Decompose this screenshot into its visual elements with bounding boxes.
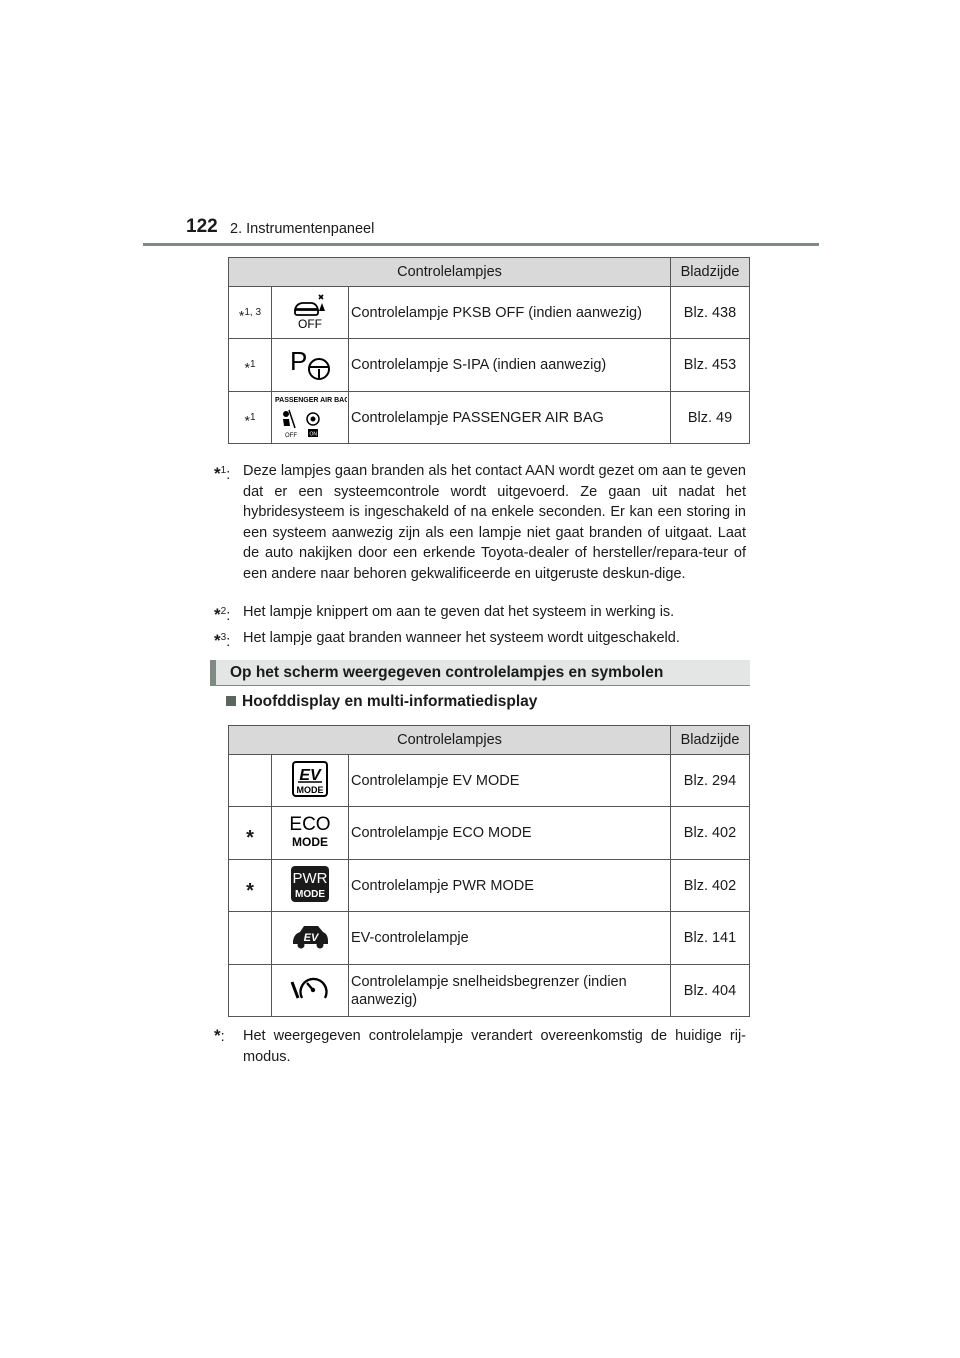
footnote-text: Deze lampjes gaan branden als het contact AAN wordt gezet om aan te geven dat er een systeemcontrole wordt uitgevoerd. Ze gaan uit nadat het hybridesysteem is ingeschakeld of na enkele seconden. Er kan een storing in een systeem aanwezig zijn als een lampje niet gaat branden of uitgaat. Laat de auto nakijken door een erkende Toyota-dealer of hersteller/repara-teur of een andere naar behoren gekwalificeerde en uitgeruste deskun-dige.: [243, 463, 746, 582]
header-rule: [143, 243, 819, 246]
icon-label: P: [290, 346, 308, 376]
icon-label: PASSENGER AIR BAG: [275, 396, 347, 404]
icon-label: PWR: [292, 869, 328, 887]
table-row: [229, 965, 750, 1017]
row-page-ref: Blz. 402: [671, 860, 750, 912]
bullet-square: [226, 696, 236, 706]
table-row: [229, 860, 750, 912]
col-header-name: Controlelampjes: [229, 258, 671, 287]
eco-mode-icon: [272, 807, 349, 860]
footnote-text: Het weergegeven controlelampje verandert overeenkomstig de huidige rij-modus.: [243, 1028, 746, 1065]
footnote-star: *: [214, 604, 221, 624]
subheading-text: Hoofddisplay en multi-informatiedisplay: [242, 693, 538, 710]
indicator-table-2: [228, 725, 750, 1017]
icon-label: OFF: [298, 316, 322, 330]
row-label: EV-controlelampje: [349, 912, 671, 965]
section-heading: Op het scherm weergegeven controlelampjes en symbolen: [230, 664, 664, 681]
footnote-label: *$^3$:: [214, 630, 231, 650]
row-footnote-mark: [229, 912, 272, 965]
table-header-row: [229, 258, 750, 287]
icon-sublabel: MODE: [295, 888, 325, 900]
pwr-mode-icon: [272, 860, 349, 912]
footnote-sup: 3: [220, 632, 227, 643]
footnote-star: *: [244, 359, 250, 376]
row-label: Controlelampje EV MODE: [349, 755, 671, 807]
footnote-star: *: [214, 630, 221, 650]
row-page-ref: Blz. 141: [671, 912, 750, 965]
row-label: Controlelampje S-IPA (indien aanwezig): [349, 339, 671, 392]
col-header-page: Bladzijde: [671, 726, 750, 755]
row-page-ref: Blz. 453: [671, 339, 750, 392]
row-footnote-mark: [229, 860, 272, 912]
footnote-sup: 1: [249, 359, 256, 370]
row-page-ref: Blz. 438: [671, 287, 750, 339]
footnote-sup: 1, 3: [244, 307, 262, 318]
footnote-star: *: [246, 880, 254, 902]
footnote-text: Het lampje gaat branden wanneer het systeem wordt uitgeschakeld.: [243, 630, 680, 646]
col-header-page: Bladzijde: [671, 258, 750, 287]
row-page-ref: Blz. 294: [671, 755, 750, 807]
table-row: [229, 339, 750, 392]
footnote-label: *$^2$:: [214, 604, 231, 624]
footnote-mode: [214, 1026, 746, 1067]
row-footnote-mark: [229, 965, 272, 1017]
icon-label: EV: [303, 932, 319, 944]
subheading: [226, 693, 537, 711]
icon-label: EV: [299, 766, 321, 784]
footnote-text: Het lampje knippert om aan te geven dat het systeem in werking is.: [243, 604, 675, 620]
footnote-star: *: [246, 827, 254, 849]
footnote-1: [214, 461, 746, 584]
indicator-table-1: [228, 257, 750, 444]
col-header-name: Controlelampjes: [229, 726, 671, 755]
table-row: [229, 807, 750, 860]
ev-indicator-icon: [272, 912, 349, 965]
icon-label: ECO: [290, 814, 330, 835]
footnote-star: *: [214, 1026, 221, 1045]
row-page-ref: Blz. 402: [671, 807, 750, 860]
footnote-2: [214, 602, 746, 623]
row-page-ref: Blz. 49: [671, 392, 750, 444]
pksb-off-icon: [272, 287, 349, 339]
airbag-off-label: OFF: [285, 432, 297, 439]
footnote-3: [214, 628, 746, 649]
table-row: [229, 755, 750, 807]
footnote-sup: 1: [220, 465, 227, 476]
row-footnote-mark: [229, 755, 272, 807]
row-label: Controlelampje PWR MODE: [349, 860, 671, 912]
footnote-label: *:: [214, 1026, 225, 1045]
row-label: Controlelampje ECO MODE: [349, 807, 671, 860]
table-header-row: [229, 726, 750, 755]
row-footnote-mark: [229, 807, 272, 860]
table-row: [229, 287, 750, 339]
section-title: 2. Instrumentenpaneel: [230, 221, 375, 237]
row-footnote-mark: [229, 287, 272, 339]
footnote-star: *: [238, 307, 245, 324]
airbag-on-label: ON: [309, 431, 317, 437]
row-label: Controlelampje PKSB OFF (indien aanwezig): [349, 287, 671, 339]
page-number: 122: [186, 216, 218, 237]
passenger-airbag-icon: [272, 392, 349, 444]
icon-sublabel: MODE: [296, 784, 324, 795]
row-footnote-mark: [229, 392, 272, 444]
icon-sublabel: MODE: [292, 835, 328, 849]
row-label: Controlelampje PASSENGER AIR BAG: [349, 392, 671, 444]
s-ipa-icon: [272, 339, 349, 392]
row-page-ref: Blz. 404: [671, 965, 750, 1017]
footnote-sup: 2: [220, 606, 227, 617]
ev-mode-icon: [272, 755, 349, 807]
row-footnote-mark: [229, 339, 272, 392]
footnote-star: *: [244, 412, 250, 429]
table-row: [229, 392, 750, 444]
row-label: Controlelampje snelheidsbegrenzer (indien aanwezig): [349, 965, 671, 1017]
section-heading-bar: [210, 660, 750, 686]
footnote-sup: 1: [249, 412, 256, 423]
speed-limiter-icon: [272, 965, 349, 1017]
footnote-star: *: [214, 463, 221, 483]
footnote-label: *$^1$:: [214, 463, 231, 483]
table-row: [229, 912, 750, 965]
